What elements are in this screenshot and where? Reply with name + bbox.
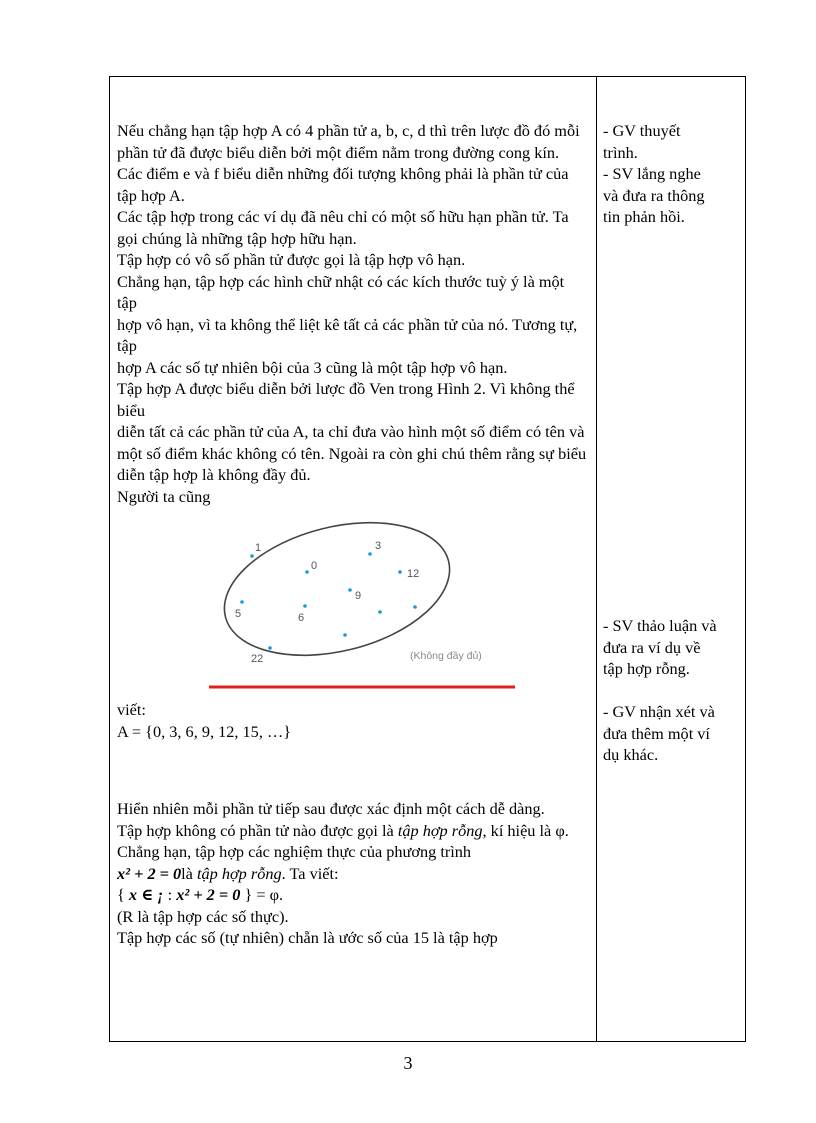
point-5 [240,600,244,604]
venn-diagram [117,509,587,699]
column-divider [596,76,597,1042]
venn-diagram-svg [117,509,587,699]
paragraph: Người ta cũng [117,486,211,506]
term-empty-set: tập hợp rỗng [397,820,483,840]
point-unnamed [343,633,347,637]
paragraph: Nếu chẳng hạn tập hợp A có 4 phần tử a, b, c, d thì trên lược đồ đó mỗi phần tử đã được biểu diễn bởi một điểm nằm trong đường cong kín. [117,121,580,162]
paragraph: diễn tất cả các phần tử của A, ta chỉ đưa vào hình một số điểm có tên và [117,422,585,441]
paragraph: Các điểm e và f biểu diễn những đối tượng không phải là phần tử của tập hợp A. [117,164,569,205]
point-1 [250,554,254,558]
paragraph: Tập hợp A được biểu diễn bởi lược đồ Ven trong Hình 2. Vì không thể biểu [117,379,575,420]
point-22 [268,646,272,650]
paragraph: Chẳng hạn, tập hợp các hình chữ nhật có các kích thước tuỳ ý là một tập [117,271,565,312]
activity-block-1: - GV thuyết trình. - SV lắng nghe và đưa ra thông tin phản hồi. [603,121,705,226]
empty-set-notation: { x ∈ ¡ : x² + 2 = 0 } = φ. [117,885,284,904]
label-1: 1 [255,542,262,554]
label-22: 22 [251,653,264,665]
paragraph: Tập hợp các số (tự nhiên) chẵn là ước số của 15 là tập hợp [117,928,498,947]
equation-line: x² + 2 = 0là tập hợp rỗng. Ta viết: [117,863,339,883]
label-3: 3 [375,540,382,552]
point-unnamed [413,605,417,609]
paragraph: hợp A các số tự nhiên bội của 3 cũng là một tập hợp vô hạn. [117,357,508,377]
point-6 [303,604,307,608]
label-9: 9 [355,590,362,602]
paragraph: Các tập hợp trong các ví dụ đã nêu chỉ có một số hữu hạn phần tử. Ta gọi chúng là những tập hợp hữu hạn. [117,207,569,248]
figure-caption: (Không đầy đủ) [410,650,482,662]
paragraph: diễn tập hợp là không đầy đủ. [117,465,311,484]
set-definition: A = {0, 3, 6, 9, 12, 15, …} [117,721,292,741]
paragraph: (R là tập hợp các số thực). [117,906,289,926]
paragraph: viết: [117,700,146,719]
paragraph: Chẳng hạn, tập hợp các nghiệm thực của phương trình [117,842,472,861]
content-column [117,120,587,949]
label-0: 0 [311,560,318,572]
paragraph: Tập hợp không có phần tử nào được gọi là tập hợp rỗng, kí hiệu là φ. [117,820,569,840]
point-unnamed [378,610,382,614]
paragraph: một số điểm khác không có tên. Ngoài ra còn ghi chú thêm rằng sự biểu [117,443,587,463]
term-empty-set: tập hợp rỗng [196,863,282,883]
point-12 [398,570,402,574]
point-3 [368,552,372,556]
label-12: 12 [407,568,420,580]
activity-block-3: - GV nhận xét và đưa thêm một ví dụ khác. [603,702,715,764]
paragraph: hợp vô hạn, vì ta không thể liệt kê tất cả các phần tử của nó. Tương tự, tập [117,314,578,355]
activity-block-2: - SV thảo luận và đưa ra ví dụ về tập hợp rỗng. [603,616,717,678]
label-5: 5 [235,608,242,620]
page-number: 3 [403,1053,413,1073]
equation: x² + 2 = 0 [117,863,182,883]
paragraph: Tập hợp có vô số phần tử được gọi là tập hợp vô hạn. [117,250,466,269]
point-0 [305,570,309,574]
label-6: 6 [298,612,305,624]
point-9 [348,588,352,592]
paragraph: Hiển nhiên mỗi phần tử tiếp sau được xác định một cách dễ dàng. [117,799,545,818]
